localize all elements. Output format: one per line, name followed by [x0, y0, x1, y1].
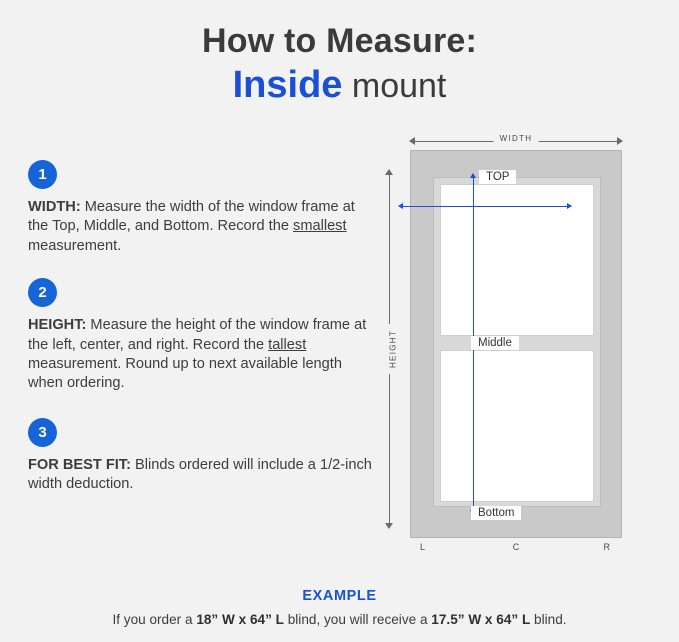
- title-block: [0, 0, 679, 109]
- mark-center: C: [512, 542, 520, 552]
- title-rest: mount: [342, 67, 447, 106]
- window-pane-bottom: [440, 350, 594, 502]
- step-label-1: WIDTH:: [28, 199, 81, 215]
- title-emphasis: Inside: [232, 64, 343, 107]
- step-badge-2: 2: [28, 278, 57, 307]
- example-text-middle: blind, you will receive a: [283, 612, 432, 627]
- example-received-size: 17.5” W x 64” L: [431, 612, 531, 627]
- tag-bottom: Bottom: [471, 506, 521, 520]
- step-badge-3: 3: [28, 418, 57, 447]
- step-text-3: [28, 456, 373, 495]
- example-text-start: If you order a: [112, 612, 197, 627]
- example-footer: [0, 588, 679, 627]
- window-diagram: [378, 128, 658, 558]
- mark-right: R: [603, 542, 610, 552]
- height-arrow-top-icon: [385, 169, 393, 175]
- step-text-1-after: measurement.: [28, 237, 122, 254]
- page-subtitle: [0, 63, 679, 109]
- step-text-2-before: Measure the height of the window frame at the left, center, and right. Record the: [28, 317, 367, 353]
- step-text-1: [28, 198, 373, 256]
- example-text-end: blind.: [530, 612, 567, 627]
- example-ordered-size: 18” W x 64” L: [196, 612, 284, 627]
- height-dimension-label: HEIGHT: [389, 324, 398, 374]
- measure-line-width-top: [399, 206, 571, 207]
- mark-left: L: [420, 542, 426, 552]
- page-title: How to Measure:: [201, 22, 478, 60]
- step-label-2: HEIGHT:: [28, 317, 87, 334]
- step-item-2: [28, 278, 373, 394]
- step-label-3: FOR BEST FIT:: [28, 456, 131, 473]
- step-item-1: [28, 160, 373, 256]
- step-text-3-before: Blinds ordered will include a 1/2-inch width deduction.: [28, 456, 372, 493]
- step-text-1-before: Measure the width of the window frame at the Top, Middle, and Bottom. Record the: [28, 199, 355, 235]
- width-arrow-right-icon: [617, 137, 623, 145]
- tag-middle: Middle: [471, 336, 519, 350]
- step-text-2-after: measurement. Round up to next available length when ordering.: [28, 356, 342, 392]
- width-dimension-label: WIDTH: [494, 134, 539, 143]
- step-badge-1: 1: [28, 160, 57, 189]
- steps-list: [28, 160, 373, 513]
- height-dimension-arrow: [382, 170, 396, 528]
- step-underline-1: smallest: [293, 218, 347, 235]
- example-heading: EXAMPLE: [302, 588, 377, 604]
- step-underline-2: tallest: [268, 336, 307, 353]
- step-text-2: [28, 316, 373, 394]
- width-arrow-left-icon: [409, 137, 415, 145]
- example-text: [0, 612, 679, 627]
- step-item-3: [28, 418, 373, 495]
- width-dimension-arrow: [410, 134, 622, 148]
- tag-top: TOP: [479, 170, 516, 184]
- bottom-position-marks: [410, 542, 622, 556]
- height-arrow-bottom-icon: [385, 523, 393, 529]
